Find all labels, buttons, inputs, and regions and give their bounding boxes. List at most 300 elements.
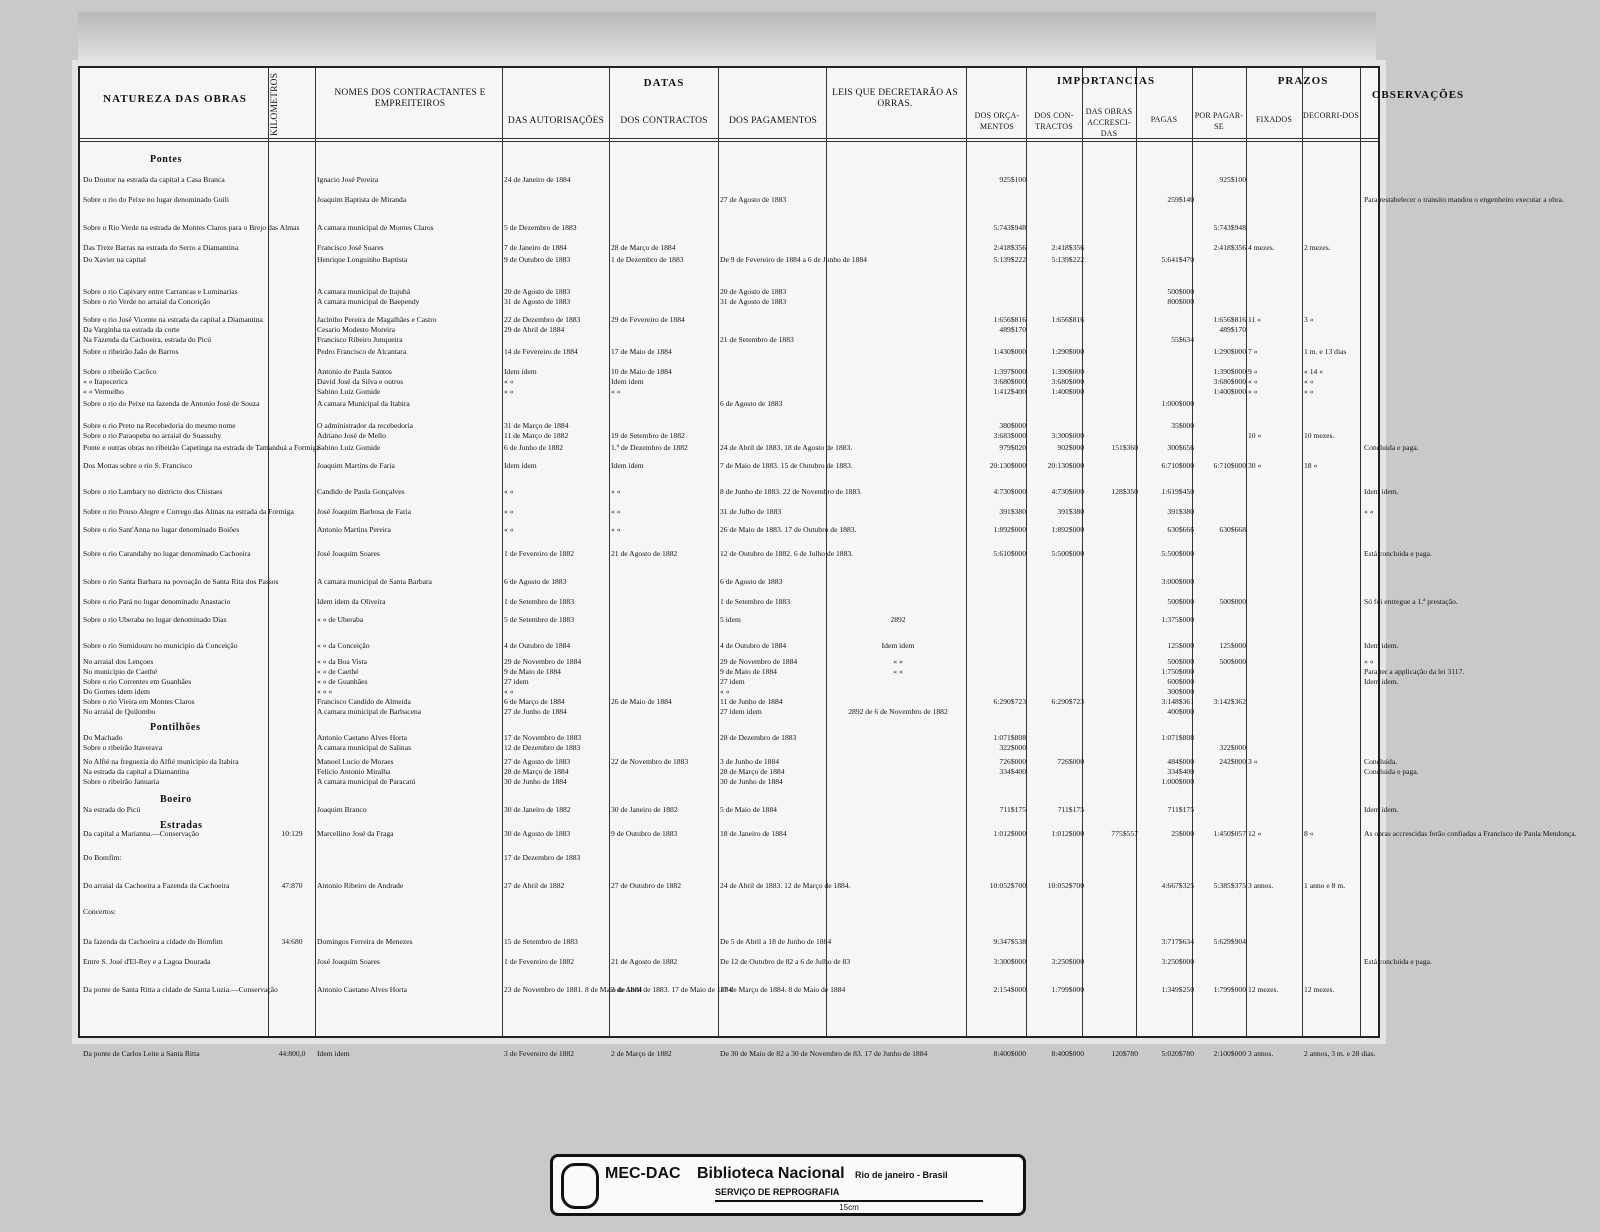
cell-porp: 2:418$356 — [1213, 243, 1246, 252]
cell-obra: Sobre o rio do Peixe na fazenda de Antonio José de Souza — [83, 399, 260, 408]
section-boeiro: Boeiro — [160, 794, 192, 805]
cell-orc: 4:730$000 — [993, 487, 1026, 496]
cell-fix: 12 mezes. — [1248, 985, 1279, 994]
cell-con: 9 de Outubro de 1883 — [611, 829, 678, 838]
cell-pag: 24 de Abril de 1883. 12 de Março de 1884. — [720, 881, 851, 890]
cell-con: « « — [611, 525, 621, 534]
cell-pag: 31 de Julho de 1883 — [720, 507, 782, 516]
cell-pag: 4 de Outubro de 1884 — [720, 641, 787, 650]
cell-pagas: 3:148$361 — [1161, 697, 1194, 706]
cell-orc: 9:347$538 — [993, 937, 1026, 946]
cell-obs: Para restabelecer o transito mandou o engenheiro executar a obra. — [1364, 195, 1564, 204]
cell-porp: 1:656$816 — [1213, 315, 1246, 324]
cell-orc: 726$000 — [999, 757, 1026, 766]
cell-fix: 12 « — [1248, 829, 1262, 838]
cell-orc: 489$170 — [999, 325, 1026, 334]
cell-obra: Sobre o ribeirão Itaverava — [83, 743, 163, 752]
cell-pagas: 6:710$000 — [1161, 461, 1194, 470]
cell-porp: 242$000 — [1219, 757, 1246, 766]
cell-porp: 5:629$904 — [1213, 937, 1246, 946]
cell-con: 26 de Maio de 1884 — [611, 697, 672, 706]
col-divider — [1360, 68, 1361, 1036]
cell-orc: 322$000 — [999, 743, 1026, 752]
cell-contr: 1:390$000 — [1051, 367, 1084, 376]
cell-acc: 775$557 — [1111, 829, 1138, 838]
cell-pagas: 484$000 — [1167, 757, 1194, 766]
cell-leis: Idem idem — [881, 641, 915, 650]
cell-pagas: 55$634 — [1171, 335, 1194, 344]
cell-obs: Concluida e paga. — [1364, 443, 1419, 452]
cell-orc: 1:412$400 — [993, 387, 1026, 396]
cell-con: Idem idem — [611, 377, 644, 386]
cell-dec: 10 mezes. — [1304, 431, 1335, 440]
stamp-title — [605, 1165, 948, 1183]
cell-obra: Sobre o rio Pará no lugar denominado Anastacio — [83, 597, 231, 606]
stamp-city: Rio de janeiro - Brasil — [855, 1170, 948, 1180]
cell-obra: Da ponte de Carlos Leite a Santa Ritta — [83, 1049, 200, 1058]
cell-obra: Sobre o rio Correntes em Guanhães — [83, 677, 192, 686]
cell-obra: Na estrada do Picú — [83, 805, 141, 814]
cell-aut: 1 de Fevereiro de 1882 — [504, 549, 575, 558]
cell-pagas: 3:717$634 — [1161, 937, 1194, 946]
cell-aut: 5 de Setembro de 1883 — [504, 615, 575, 624]
cell-aut: 27 de Abril de 1882 — [504, 881, 565, 890]
cell-obs: Idem idem. — [1364, 805, 1399, 814]
cell-pag: De 5 de Abril a 18 de Junho de 1884 — [720, 937, 832, 946]
cell-porp: 3:142$362 — [1213, 697, 1246, 706]
cell-con: 29 de Fevereiro de 1884 — [611, 315, 685, 324]
cell-pagas: 259$140 — [1167, 195, 1194, 204]
cell-obra: Sobre o rio Paraopeba no arraial do Suassuhy — [83, 431, 222, 440]
cell-aut: 23 de Novembro de 1881. 8 de Maio de 1884 — [504, 985, 642, 994]
cell-leis: « « — [893, 657, 903, 666]
cell-obra: No municipio de Caethé — [83, 667, 158, 676]
cell-pag: 9 de Maio de 1884 — [720, 667, 777, 676]
cell-pag: 28 de Março de 1884 — [720, 767, 785, 776]
cell-porp: 1:799$000 — [1213, 985, 1246, 994]
cell-orc: 2:154$000 — [993, 985, 1026, 994]
col-divider — [315, 68, 316, 1036]
header-kilometros: KILOMETROS — [270, 72, 280, 136]
header-decorridos: DECORRI-DOS — [1303, 111, 1359, 120]
cell-pagas: 391$380 — [1167, 507, 1194, 516]
cell-aut: 31 de Março de 1884 — [504, 421, 569, 430]
cell-nome: Antonio Caetano Alves Horta — [317, 985, 408, 994]
header-natureza: NATUREZA DAS OBRAS — [103, 93, 247, 105]
header-importancias: IMPORTANCIAS — [1056, 75, 1156, 87]
cell-aut: 14 de Fevereiro de 1884 — [504, 347, 578, 356]
cell-pagas: 500$000 — [1167, 657, 1194, 666]
cell-obra: Entre S. José d'El-Rey e a Lagoa Dourada — [83, 957, 211, 966]
stamp-service: SERVIÇO DE REPROGRAFIA — [715, 1187, 840, 1197]
cell-aut: 1 de Setembro de 1883 — [504, 597, 575, 606]
cell-aut: 7 de Janeiro de 1884 — [504, 243, 567, 252]
cell-con: Idem idem — [611, 461, 644, 470]
cell-contr: 3:250$000 — [1051, 957, 1084, 966]
cell-dec: « 14 « — [1304, 367, 1323, 376]
cell-obra: Dos Mottas sobre o rio S. Francisco — [83, 461, 193, 470]
cell-nome: Francisco Candido de Almeida — [317, 697, 411, 706]
cell-porp: 489$170 — [1219, 325, 1246, 334]
cell-aut: 17 de Novembro de 1883 — [504, 733, 582, 742]
cell-con: 27 de Outubro de 1882 — [611, 881, 682, 890]
cell-pagas: 334$400 — [1167, 767, 1194, 776]
cell-obra: Da Varginha na estrada da corte — [83, 325, 180, 334]
cell-nome: Marcellino José da Fraga — [317, 829, 394, 838]
cell-aut: 15 de Setembro de 1883 — [504, 937, 578, 946]
cell-pagas: 5:020$780 — [1161, 1049, 1194, 1058]
cell-obra: Sobre o rio Carandahy no lugar denominado Cachoeira — [83, 549, 251, 558]
cell-obs: As obras accrescidas forão confiadas a Francisco de Paula Mendonça. — [1364, 829, 1577, 838]
stamp-scale: 15cm — [715, 1200, 983, 1212]
header-rule-double — [80, 141, 1378, 142]
cell-con: 22 de Novembro de 1883 — [611, 757, 689, 766]
col-divider — [502, 68, 503, 1036]
cell-obra: Sobre o ribeirão Januaria — [83, 777, 160, 786]
cell-orc: 6:290$723 — [993, 697, 1026, 706]
cell-dec: 8 « — [1304, 829, 1314, 838]
cell-nome: A camara municipal de Baependy — [317, 297, 420, 306]
cell-porp: 925$100 — [1219, 175, 1246, 184]
cell-obra: No arraial dos Lençoes — [83, 657, 154, 666]
cell-pag: 21 de Setembro de 1883 — [720, 335, 794, 344]
cell-obra: Na estrada da capital a Diamantina — [83, 767, 190, 776]
cell-pagas: 125$000 — [1167, 641, 1194, 650]
cell-fix: 4 mezes. — [1248, 243, 1275, 252]
cell-orc: 925$100 — [999, 175, 1026, 184]
stamp-name: Biblioteca Nacional — [697, 1165, 845, 1182]
cell-aut: 22 de Dezembro de 1883 — [504, 315, 581, 324]
cell-aut: « « — [504, 387, 514, 396]
cell-obs: Está concluida e paga. — [1364, 957, 1432, 966]
cell-km: 10:129 — [281, 829, 303, 838]
cell-porp: 5:743$948 — [1213, 223, 1246, 232]
cell-con: 2 de Março de 1882 — [611, 1049, 672, 1058]
cell-pagas: 5:641$470 — [1161, 255, 1194, 264]
cell-pag: 24 de Abril de 1883. 18 de Agosto de 1883. — [720, 443, 853, 452]
header-nomes: NOMES DOS CONTRACTANTES E EMPREITEIROS — [334, 88, 486, 109]
cell-pagas: 800$000 — [1167, 297, 1194, 306]
cell-pagas: 500$000 — [1167, 287, 1194, 296]
cell-pag: 17 de Março de 1884. 8 de Maio de 1884 — [720, 985, 846, 994]
cell-obs: Concluida. — [1364, 757, 1398, 766]
cell-obra: Do arraial da Cachoeira a Fazenda da Cachoeira — [83, 881, 230, 890]
col-divider — [718, 68, 719, 1036]
cell-aut: 27 de Agosto de 1883 — [504, 757, 571, 766]
cell-pag: 20 de Agosto de 1883 — [720, 287, 787, 296]
cell-obra: Da fazenda da Cachoeira a cidade do Bomfim — [83, 937, 223, 946]
cell-pagas: 1:619$450 — [1161, 487, 1194, 496]
cell-contr: 902$000 — [1057, 443, 1084, 452]
cell-pagas: 300$656 — [1167, 443, 1194, 452]
cell-contr: 6:290$723 — [1051, 697, 1084, 706]
cell-pag: 12 de Outubro de 1882. 6 de Julho de 1883. — [720, 549, 854, 558]
cell-nome: O administrador da recebedoria — [317, 421, 413, 430]
cell-pag: 27 idem idem — [720, 707, 762, 716]
cell-aut: « « — [504, 487, 514, 496]
cell-obra: Sobre o rio José Vicente na estrada da capital a Diamantina — [83, 315, 263, 324]
cell-pagas: 630$666 — [1167, 525, 1194, 534]
cell-orc: 1:397$000 — [993, 367, 1026, 376]
cell-porp: 5:385$375 — [1213, 881, 1246, 890]
cell-nome: Cesario Modesto Moreira — [317, 325, 396, 334]
cell-porp: 3:680$000 — [1213, 377, 1246, 386]
cell-nome: A camara municipal de Barbacena — [317, 707, 422, 716]
cell-con: « « — [611, 487, 621, 496]
cell-dec: 12 mezes. — [1304, 985, 1335, 994]
cell-pag: De 30 de Maio de 82 a 30 de Novembro de 83. 17 de Junho de 1884 — [720, 1049, 928, 1058]
header-observacoes: OBSERVAÇÕES — [1371, 89, 1465, 101]
cell-obs: Só foi entregue a 1.ª prestação. — [1364, 597, 1458, 606]
cell-nome: Joaquim Martins de Faria — [317, 461, 395, 470]
cell-obs: « « — [1364, 507, 1374, 516]
cell-con: 3 de Abril de 1883. 17 de Maio de 1884 — [611, 985, 733, 994]
cell-orc: 1:012$000 — [993, 829, 1026, 838]
cell-aut: 9 de Outubro de 1883 — [504, 255, 571, 264]
cell-porp: 500$000 — [1219, 597, 1246, 606]
cell-acc: 128$350 — [1111, 487, 1138, 496]
cell-porp: 1:390$000 — [1213, 367, 1246, 376]
cell-orc: 1:071$808 — [993, 733, 1026, 742]
cell-nome: Antonio de Paula Santos — [317, 367, 392, 376]
cell-aut: « « — [504, 507, 514, 516]
cell-aut: 4 de Outubro de 1884 — [504, 641, 571, 650]
cell-porp: 322$000 — [1219, 743, 1246, 752]
cell-obra: Sobre o ribeirão Jaão de Barros — [83, 347, 179, 356]
cell-orc: 5:743$948 — [993, 223, 1026, 232]
cell-porp: 2:100$000 — [1213, 1049, 1246, 1058]
cell-contr: 1:892$000 — [1051, 525, 1084, 534]
header-prazos: PRAZOS — [1277, 75, 1329, 87]
cell-contr: 5:139$222 — [1051, 255, 1084, 264]
cell-dec: 2 mezes. — [1304, 243, 1331, 252]
cell-con: « « — [611, 387, 621, 396]
cell-con: 28 de Março de 1884 — [611, 243, 676, 252]
cell-pag: 30 de Junho de 1884 — [720, 777, 783, 786]
cell-pag: « « — [720, 687, 730, 696]
cell-pagas: 400$000 — [1167, 707, 1194, 716]
cell-orc: 1:656$816 — [993, 315, 1026, 324]
cell-con: 19 de Setembro de 1882 — [611, 431, 685, 440]
cell-leis: « « — [893, 667, 903, 676]
cell-aut: 3 de Fevereiro de 1882 — [504, 1049, 575, 1058]
cell-obra: No Alfié na freguezia do Alfié municipio da Itabira — [83, 757, 239, 766]
header-contr: DOS CON-TRACTOS — [1034, 111, 1074, 131]
cell-contr: 1:290$000 — [1051, 347, 1084, 356]
cell-dec: 1 anno e 8 m. — [1304, 881, 1346, 890]
cell-obra: Sobre o rio Lambary no districto dos Chistaes — [83, 487, 223, 496]
cell-contr: 1:799$000 — [1051, 985, 1084, 994]
cell-nome: A camara municipal de Santa Barbara — [317, 577, 432, 586]
cell-aut: 6 de Março de 1884 — [504, 697, 565, 706]
cell-con: 21 de Agosto de 1882 — [611, 549, 678, 558]
cell-aut: « « — [504, 525, 514, 534]
cell-pagas: 3:250$000 — [1161, 957, 1194, 966]
cell-pagas: 25$000 — [1171, 829, 1194, 838]
cell-nome: « « « — [317, 687, 333, 696]
cell-pagas: 1:349$250 — [1161, 985, 1194, 994]
cell-pag: 18 de Janeiro de 1884 — [720, 829, 787, 838]
cell-orc: 380$000 — [999, 421, 1026, 430]
cell-nome: A camara municipal de Itajubá — [317, 287, 411, 296]
cell-orc: 711$175 — [999, 805, 1026, 814]
cell-nome: Joaquim Baptista de Miranda — [317, 195, 407, 204]
cell-obra: Sobre o ribeirão Cacôco — [83, 367, 157, 376]
cell-km: 47:870 — [281, 881, 303, 890]
cell-contr: 2:418$356 — [1051, 243, 1084, 252]
cell-aut: 27 idem — [504, 677, 529, 686]
cell-contr: 1:400$000 — [1051, 387, 1084, 396]
cell-aut: 6 de Junho de 1882 — [504, 443, 564, 452]
cell-obra: No arraial de Quilombo — [83, 707, 156, 716]
cell-nome: David José da Silva e outros — [317, 377, 404, 386]
cell-porp: 125$000 — [1219, 641, 1246, 650]
cell-nome: Idem idem — [317, 1049, 350, 1058]
cell-contr: 20:130$000 — [1047, 461, 1084, 470]
cell-dec: « « — [1304, 387, 1314, 396]
cell-aut: 30 de Junho de 1884 — [504, 777, 567, 786]
cell-obra: Da ponte de Santa Ritta a cidade de Santa Luzia.—Conservação — [83, 985, 278, 994]
cell-obra: Do Machado — [83, 733, 123, 742]
cell-nome: Joaquim Branco — [317, 805, 367, 814]
cell-obra: Do Gomes idem idem — [83, 687, 150, 696]
col-divider — [1026, 68, 1027, 1036]
cell-pag: 3 de Junho de 1884 — [720, 757, 780, 766]
cell-fix: 9 « — [1248, 367, 1258, 376]
cell-aut: 20 de Agosto de 1883 — [504, 287, 571, 296]
cell-aut: Idem idem — [504, 461, 537, 470]
cell-nome: A camara municipal de Montes Claros — [317, 223, 434, 232]
cell-nome: Ignacio José Pereira — [317, 175, 379, 184]
section-estradas: Estradas — [160, 820, 203, 831]
cell-con: 1 de Dezembro de 1883 — [611, 255, 684, 264]
cell-con: 17 de Maio de 1884 — [611, 347, 672, 356]
cell-pag: 8 de Junho de 1883. 22 de Novembro de 1883. — [720, 487, 862, 496]
cell-leis: 2892 de 6 de Novembro de 1882 — [848, 707, 948, 716]
cell-aut: 12 de Dezembro de 1883 — [504, 743, 581, 752]
cell-nome: Jacintho Pereira de Magalhães e Castro — [317, 315, 437, 324]
cell-acc: 120$780 — [1111, 1049, 1138, 1058]
cell-nome: Antonio Martins Pereira — [317, 525, 391, 534]
cell-con: 10 de Maio de 1884 — [611, 367, 672, 376]
cell-obra: « « Vermelho — [83, 387, 124, 396]
cell-nome: « « da Boa Vista — [317, 657, 368, 666]
library-stamp — [550, 1154, 1026, 1216]
cell-pagas: 35$000 — [1171, 421, 1194, 430]
cell-aut: 1 de Fevereiro de 1882 — [504, 957, 575, 966]
cell-nome: « « de Uberaba — [317, 615, 364, 624]
cell-porp: 1:450$057 — [1213, 829, 1246, 838]
cell-dec: 2 annos, 3 m. e 28 dias. — [1304, 1049, 1376, 1058]
cell-obra: Sobre o rio do Peixe no lugar denominado Guili — [83, 195, 229, 204]
cell-pag: 29 de Novembro de 1884 — [720, 657, 798, 666]
cell-pag: 27 idem — [720, 677, 745, 686]
cell-pagas: 3:000$000 — [1161, 577, 1194, 586]
cell-contr: 3:680$000 — [1051, 377, 1084, 386]
cell-fix: 30 « — [1248, 461, 1262, 470]
cell-pag: De 12 de Outubro de 82 a 6 de Julho de 83 — [720, 957, 851, 966]
cell-porp: 1:400$000 — [1213, 387, 1246, 396]
cell-aut: « « — [504, 377, 514, 386]
cell-pagas: 1:000$000 — [1161, 777, 1194, 786]
cell-pagas: 1:000$000 — [1161, 399, 1194, 408]
cell-nome: A camara municipal de Salinas — [317, 743, 412, 752]
cell-nome: José Joaquim Soares — [317, 957, 380, 966]
cell-pag: 6 de Agosto de 1883 — [720, 577, 783, 586]
cell-orc: 5:610$000 — [993, 549, 1026, 558]
cell-nome: Antonio Ribeiro de Andrade — [317, 881, 404, 890]
cell-obra: Da capital a Marianna.—Conservação — [83, 829, 199, 838]
cell-nome: Candido de Paula Gonçalves — [317, 487, 405, 496]
cell-pagas: 4:667$325 — [1161, 881, 1194, 890]
cell-orc: 5:139$222 — [993, 255, 1026, 264]
cell-obra: Das Treze Barras na estrada do Serro a Diamantina — [83, 243, 239, 252]
cell-obra: Sobre o rio Capivary entre Carrancas e Luminarias — [83, 287, 238, 296]
cell-obra: Sobre o rio Verde no arraial da Conceição — [83, 297, 211, 306]
cell-obra: Na Fazenda da Cachoeira, estrada do Picú — [83, 335, 211, 344]
cell-pagas: 711$175 — [1167, 805, 1194, 814]
cell-orc: 2:418$356 — [993, 243, 1026, 252]
header-por-pagar: POR PAGAR-SE — [1194, 111, 1244, 131]
cell-pagas: 500$000 — [1167, 597, 1194, 606]
cell-fix: 3 annos. — [1248, 881, 1274, 890]
cell-acc: 151$360 — [1111, 443, 1138, 452]
header-datas: DATAS — [643, 77, 685, 89]
cell-obra: Ponte e outras obras no ribeirão Capetinga na estrada de Tamanduá a Formiga — [83, 443, 320, 452]
cell-nome: Adriano José de Mello — [317, 431, 386, 440]
cell-orc: 10:052$700 — [989, 881, 1026, 890]
cell-con: 30 de Janeiro de 1882 — [611, 805, 678, 814]
cell-km: 44:800,0 — [278, 1049, 306, 1058]
cell-aut: 29 de Novembro de 1884 — [504, 657, 582, 666]
cell-con: 1.º de Dezembro de 1882 — [611, 443, 688, 452]
cell-nome: « « de Guanhães — [317, 677, 368, 686]
cell-obra: Sobre o rio Vieira em Montes Claros — [83, 697, 195, 706]
cell-fix: 7 « — [1248, 347, 1258, 356]
cell-obra: Sobre o rio Pouso Alegre e Corrego das Almas na estrada da Formiga — [83, 507, 294, 516]
cell-pagas: 5:500$000 — [1161, 549, 1194, 558]
cell-orc: 3:680$000 — [993, 377, 1026, 386]
cell-obs: Idem idem. — [1364, 487, 1399, 496]
cell-nome: Francisco José Soares — [317, 243, 384, 252]
cell-fix: « « — [1248, 387, 1258, 396]
cell-contr: 711$175 — [1057, 805, 1084, 814]
cell-contr: 3:300$000 — [1051, 431, 1084, 440]
stamp-org: MEC-DAC — [605, 1165, 681, 1182]
cell-nome: Idem idem da Oliveira — [317, 597, 386, 606]
cell-nome: Francisco Ribeiro Junqueira — [317, 335, 403, 344]
cell-pag: 1 de Setembro de 1883 — [720, 597, 791, 606]
section-pontes: Pontes — [150, 154, 182, 165]
cell-pag: 28 de Dezembro de 1883 — [720, 733, 797, 742]
cell-orc: 8:400$000 — [993, 1049, 1026, 1058]
cell-con: « « — [611, 507, 621, 516]
cell-aut: 17 de Dezembro de 1883 — [504, 853, 581, 862]
cell-dec: 18 « — [1304, 461, 1318, 470]
cell-obra: Sobre o rio Preto na Recebedoria do mesmo nome — [83, 421, 236, 430]
cell-pag: 31 de Agosto de 1883 — [720, 297, 787, 306]
cell-aut: 29 de Abril de 1884 — [504, 325, 565, 334]
col-divider — [966, 68, 967, 1036]
cell-aut: 28 de Março de 1884 — [504, 767, 569, 776]
cell-orc: 3:300$000 — [993, 957, 1026, 966]
cell-pag: De 9 de Fevereiro de 1884 a 6 de Junho de 1884 — [720, 255, 867, 264]
ledger-page — [78, 66, 1577, 1058]
cell-aut: « « — [504, 687, 514, 696]
cell-orc: 391$380 — [999, 507, 1026, 516]
cell-aut: 24 de Janeiro de 1884 — [504, 175, 571, 184]
col-divider — [1246, 68, 1247, 1036]
